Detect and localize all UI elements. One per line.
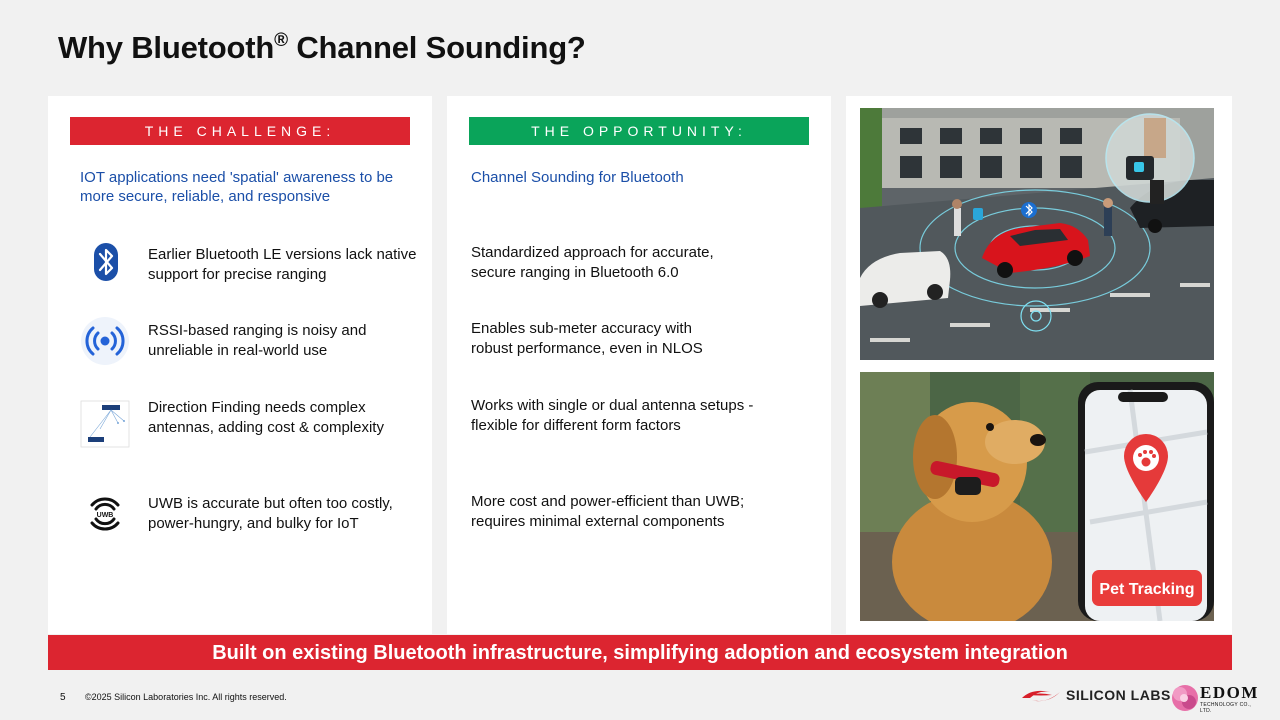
opportunity-subhead: Channel Sounding for Bluetooth — [471, 169, 684, 186]
bluetooth-icon — [80, 238, 130, 288]
opportunity-panel — [447, 96, 831, 634]
silicon-labs-swoosh-icon — [1020, 686, 1062, 704]
challenge-subhead: IOT applications need 'spatial' awareness to be more secure, reliable, and responsive — [80, 169, 394, 205]
uwb-icon — [80, 489, 130, 539]
challenge-panel — [48, 96, 432, 634]
page-number: 5 — [60, 692, 66, 703]
pet-tracking-image — [860, 372, 1214, 621]
copyright: ©2025 Silicon Laboratories Inc. All rights reserved. — [85, 692, 287, 702]
challenge-banner: THE CHALLENGE: — [70, 117, 410, 145]
opportunity-item-4: More cost and power-efficient than UWB; requires minimal external components — [471, 493, 745, 530]
image-panel — [846, 96, 1232, 634]
silicon-labs-text: SILICON LABS — [1066, 687, 1171, 703]
opportunity-item-2: Enables sub-meter accuracy with robust performance, even in NLOS — [471, 320, 703, 357]
opportunity-item-1: Standardized approach for accurate, secure ranging in Bluetooth 6.0 — [471, 244, 714, 281]
bottom-banner: Built on existing Bluetooth infrastructure, simplifying adoption and ecosystem integration — [48, 635, 1232, 670]
direction-finding-diagram-icon — [80, 399, 130, 449]
edom-subtext: TECHNOLOGY CO., LTD. — [1200, 702, 1252, 714]
edom-text: EDOM — [1200, 683, 1259, 702]
edom-logo — [1170, 682, 1259, 714]
challenge-item-4: UWB is accurate but often too costly, power-hungry, and bulky for IoT — [148, 495, 393, 532]
silicon-labs-logo — [1020, 684, 1171, 706]
page-title: Why Bluetooth® Channel Sounding? — [58, 30, 586, 65]
challenge-item-3: Direction Finding needs complex antennas, adding cost & complexity — [148, 399, 384, 436]
pet-tracking-label: Pet Tracking — [1099, 581, 1195, 598]
rssi-signal-icon — [80, 316, 130, 366]
edom-flower-icon — [1170, 682, 1200, 714]
car-ranging-image — [860, 108, 1214, 360]
challenge-item-2: RSSI-based ranging is noisy and unreliable in real-world use — [148, 322, 367, 359]
uwb-icon-label: UWB — [96, 512, 114, 519]
opportunity-banner: THE OPPORTUNITY: — [469, 117, 809, 145]
challenge-item-1: Earlier Bluetooth LE versions lack native support for precise ranging — [148, 246, 417, 283]
opportunity-item-3: Works with single or dual antenna setups - flexible for different form factors — [471, 397, 754, 434]
